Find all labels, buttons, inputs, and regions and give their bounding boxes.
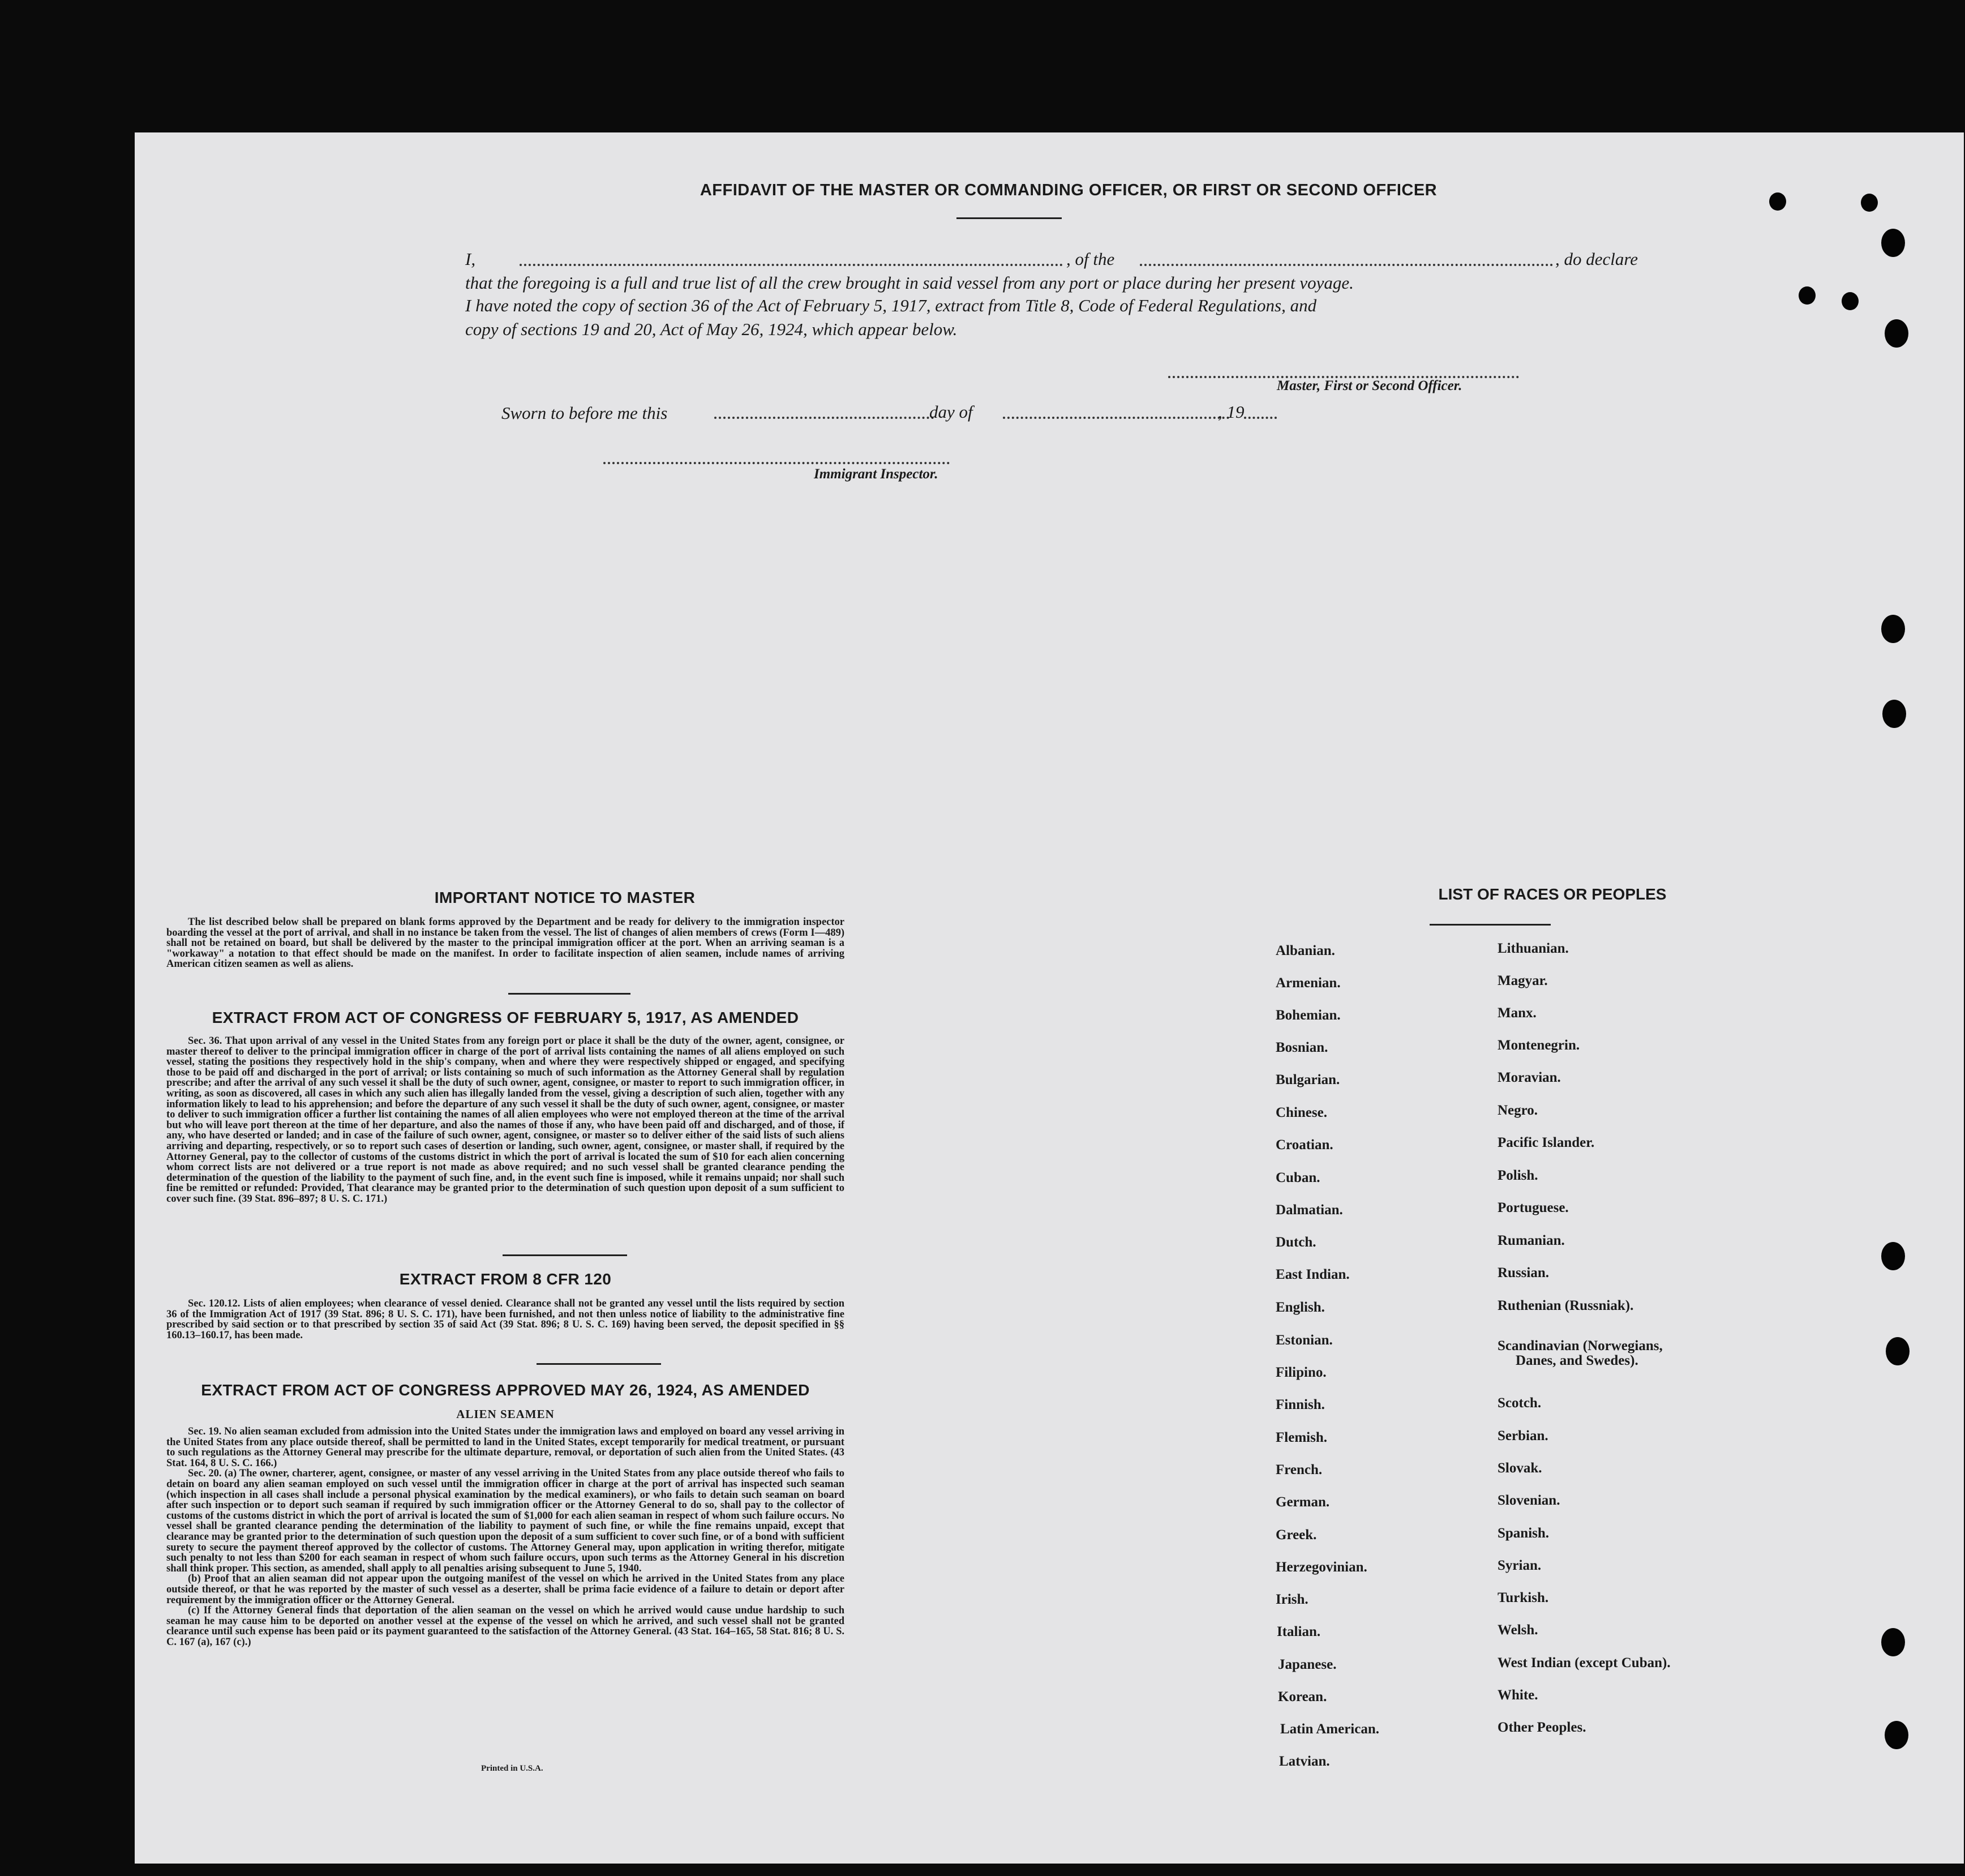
sworn-prefix: Sworn to before me this [501,403,668,423]
race-item: Negro. [1498,1103,1538,1118]
day-blank[interactable] [714,417,934,419]
races-title: LIST OF RACES OR PEOPLES [1438,885,1667,903]
form-sheet [135,132,1964,1864]
race-item: Albanian. [1276,943,1335,958]
race-item: Dutch. [1276,1235,1316,1250]
punch-hole [1881,1242,1905,1270]
race-item: Danes, and Swedes). [1516,1353,1638,1368]
race-item: Slovenian. [1498,1493,1560,1508]
race-item: Latin American. [1280,1721,1379,1737]
race-item: Italian. [1277,1624,1321,1639]
race-item: Cuban. [1276,1170,1320,1185]
race-item: Flemish. [1276,1430,1327,1445]
master-signature-label: Master, First or Second Officer. [1277,378,1462,393]
race-item: Armenian. [1276,975,1341,991]
inspector-signature-blank[interactable] [603,462,950,464]
punch-hole [1881,229,1905,257]
punch-hole [1885,1721,1908,1749]
race-item: Polish. [1498,1168,1538,1183]
race-item: Magyar. [1498,973,1548,988]
punch-hole [1861,194,1878,212]
punch-hole [1769,192,1786,211]
punch-hole [1881,1628,1905,1656]
race-item: Bohemian. [1276,1008,1341,1023]
notice-title: IMPORTANT NOTICE TO MASTER [434,889,696,906]
race-item: Korean. [1278,1689,1327,1704]
extract-cfr-divider [537,1363,661,1365]
race-item: West Indian (except Cuban). [1498,1655,1671,1671]
year-blank[interactable] [1244,417,1277,419]
race-item: Bulgarian. [1276,1072,1340,1087]
section-120-12-paragraph: Sec. 120.12. Lists of alien employees; when clearance of vessel denied. Clearance shall not be granted any vessel until the lists required by section 36 of the Immigration Act of 1917 (39 Stat. 896; 8 U. S. C. 171), have been furnished, and not then unless notice of liability to the administrative fine prescribed by said section or to that prescribed by section 35 of said Act (39 Stat. 896; 8 U. S. C. 169) having been served, the deposit specified in §§ 160.13–160.17, has been made. [166,1298,844,1341]
race-item: Welsh. [1498,1622,1538,1638]
race-item: Chinese. [1276,1105,1327,1120]
affidavit-title: AFFIDAVIT OF THE MASTER OR COMMANDING OFFICER, OR FIRST OR SECOND OFFICER [700,181,1438,199]
affidavit-line-2: that the foregoing is a full and true list of all the crew brought in said vessel from any port or place during her present voyage. [465,273,1354,293]
race-item: Ruthenian (Russniak). [1498,1298,1634,1313]
section-19-paragraph: Sec. 19. No alien seaman excluded from admission into the United States under the immigration laws and employed on board any vessel arriving in the United States from any place outside thereof, shall be permitted to land in the United States, except temporarily for medical treatment, or pursuant to such regulations as the Attorney General may prescribe for the ultimate departure, removal, or deportation of such alien from the United States. (43 Stat. 164, 8 U. S. C. 166.) [166,1426,844,1469]
punch-hole [1886,1337,1910,1365]
line1-mid: , of the [1066,249,1115,269]
race-item: White. [1498,1687,1538,1703]
extract-1917-body [166,1036,844,1205]
extract-1924-title: EXTRACT FROM ACT OF CONGRESS APPROVED MAY 26, 1924, AS AMENDED [201,1381,810,1399]
section-20c-paragraph: (c) If the Attorney General finds that deportation of the alien seaman on the vessel on which he arrived would cause undue hardship to such seaman he may cause him to be deported on another vessel at the expense of the vessel on which he arrived, and such vessel shall not be granted clearance until such expense has been paid or its payment guaranteed to the satisfaction of the Attorney General. (43 Stat. 164–165, 58 Stat. 816; 8 U. S. C. 167 (a), 167 (c).) [166,1605,844,1648]
affidavit-line-1 [465,249,1665,269]
punch-hole [1842,292,1859,310]
title-divider [956,217,1062,219]
race-item: Other Peoples. [1498,1720,1586,1735]
extract-1924-body [166,1427,844,1647]
race-item: Latvian. [1279,1754,1330,1769]
race-item: Dalmatian. [1276,1202,1343,1218]
race-item: Bosnian. [1276,1040,1328,1055]
race-item: Syrian. [1498,1558,1542,1573]
race-item: Spanish. [1498,1526,1550,1541]
section-20a-paragraph: Sec. 20. (a) The owner, charterer, agent, consignee, or master of any vessel arriving in the United States from any place outside thereof who fails to detain on board any alien seaman employed on such vessel until the immigration officer in charge at the port of arrival has inspected such seaman (which inspection in all cases shall include a personal physical examination by the medical examiners), or who fails to detain such seaman on board after such inspection or to deport such seaman if required by such immigration officer or the Attorney General to do so, shall pay to the collector of customs of the customs district in which the port of arrival is located the sum of $1,000 for each alien seaman in respect of whom such failure occurs. No vessel shall be granted clearance pending the determination of the liability to payment of such fine, or while the fine remains unpaid, except that clearance may be granted prior to the determination of such question upon the deposit of a sum sufficient to cover such fine, or of a bond with sufficient surety to secure the payment thereof approved by the collector of customs. The Attorney General may, upon application in writing therefor, mitigate such penalty to not less than $200 for each seaman in respect of whom such failure occurs, upon such terms as the Attorney General in his discretion shall think proper. This section, as amended, shall apply to all penalties arising subsequent to June 5, 1940. [166,1468,844,1574]
line1-prefix: I, [465,249,476,269]
race-item: Irish. [1276,1592,1308,1607]
line1-suffix: , do declare [1555,249,1638,269]
race-item: Estonian. [1276,1333,1333,1348]
punch-hole [1885,319,1908,348]
vessel-blank[interactable] [1140,264,1553,266]
race-item: Scotch. [1498,1395,1542,1411]
affidavit-line-4: copy of sections 19 and 20, Act of May 26, 1924, which appear below. [465,319,958,339]
section-20b-paragraph: (b) Proof that an alien seaman did not appear upon the outgoing manifest of the vessel on which he arrived in the United States from any place outside thereof, or that he was reported by the master of such vessel as a deserter, shall be prima facie evidence of a failure to detain or deport after requirement by the immigration officer or the Attorney General. [166,1573,844,1606]
sworn-year-label: , 19 [1218,402,1245,422]
notice-divider [508,993,630,995]
race-item: East Indian. [1276,1267,1350,1282]
race-item: Russian. [1498,1265,1550,1280]
race-item: Scandinavian (Norwegians, [1498,1338,1663,1354]
race-item: Slovak. [1498,1460,1542,1476]
race-item: Filipino. [1276,1365,1327,1380]
race-item: Montenegrin. [1498,1038,1580,1053]
races-divider [1430,924,1551,926]
extract-cfr-title: EXTRACT FROM 8 CFR 120 [399,1270,612,1288]
race-item: Rumanian. [1498,1233,1565,1248]
notice-paragraph: The list described below shall be prepared on blank forms approved by the Department and be ready for delivery to the immigration inspector boarding the vessel at the port of arrival, and shall in no instance be taken from the vessel. The list of changes of alien members of crews (Form I—489) shall not be retained on board, but shall be delivered by the master to the principal immigration officer at the port. When an arriving seaman is a "workaway" a notation to that effect should be made on the manifest. In order to facilitate inspection of alien seamen, include names of arriving American citizen seamen as well as aliens. [166,916,844,970]
punch-hole [1882,700,1906,728]
race-item: Croatian. [1276,1137,1333,1153]
race-item: English. [1276,1300,1325,1315]
race-item: Manx. [1498,1005,1537,1021]
race-item: Herzegovinian. [1276,1560,1367,1575]
race-item: German. [1276,1494,1330,1510]
race-item: Moravian. [1498,1070,1561,1085]
sworn-day-label: day of [929,402,973,422]
punch-hole [1881,615,1905,643]
notice-body [166,917,844,970]
printed-in-usa: Printed in U.S.A. [481,1764,543,1773]
name-blank[interactable] [520,264,1063,266]
extract-1917-divider [503,1254,627,1256]
affidavit-line-3: I have noted the copy of section 36 of the Act of February 5, 1917, extract from Title 8, Code of Federal Regulations, and [465,295,1317,315]
race-item: Portuguese. [1498,1200,1569,1215]
race-item: Serbian. [1498,1428,1548,1444]
race-item: Greek. [1276,1527,1317,1543]
alien-seamen-subtitle: ALIEN SEAMEN [456,1407,555,1421]
punch-hole [1799,286,1816,305]
extract-1917-title: EXTRACT FROM ACT OF CONGRESS OF FEBRUARY 5, 1917, AS AMENDED [212,1009,799,1026]
race-item: French. [1276,1462,1323,1477]
race-item: Finnish. [1276,1397,1325,1412]
race-item: Lithuanian. [1498,941,1569,956]
race-item: Turkish. [1498,1590,1549,1605]
month-blank[interactable] [1003,417,1229,419]
race-item: Japanese. [1278,1657,1337,1672]
extract-cfr-body [166,1299,844,1340]
race-item: Pacific Islander. [1498,1135,1595,1150]
section-36-paragraph: Sec. 36. That upon arrival of any vessel in the United States from any foreign port or place it shall be the duty of the owner, agent, consignee, or master thereof to deliver to the principal immigration officer in charge of the port of arrival lists containing the names of all aliens employed on such vessel, stating the positions they respectively hold in the ship's company, when and where they were respectively shipped or engaged, and specifying those to be paid off and discharged in the port of arrival; or lists containing so much of such information as the Attorney General shall by regulation prescribe; and after the arrival of any such vessel it shall be the duty of such owner, agent, consignee, or master to report to such immigration officer, in writing, as soon as discovered, all cases in which any such alien has illegally landed from the vessel, giving a description of such alien, together with any information likely to lead to his apprehension; and before the departure of any such vessel it shall be the duty of such owner, agent, consignee, or master to deliver to such immigration officer a further list containing the names of all alien employees who were not employed thereon at the time of the arrival but who will leave port thereon at the time of her departure, and also the names of those if any, who have been paid off and discharged, and of those, if any, who have deserted or landed; and in case of the failure of such owner, agent, consignee, or master so to deliver either of the said lists of such aliens arriving and departing, respectively, or so to report such cases of desertion or landing, such owner, agent, consignee, or master shall, if required by the Attorney General, pay to the collector of customs of the customs district in which the port of arrival is located the sum of $10 for each alien concerning whom correct lists are not delivered or a true report is not made as above required; and no such vessel shall be granted clearance pending the determination of the question of the liability to the payment of such fine, and, in the event such fine is imposed, while it remains unpaid; nor shall such fine be remitted or refunded: Provided, That clearance may be granted prior to the determination of such question upon deposit of a sum sufficient to cover such fine. (39 Stat. 896–897; 8 U. S. C. 171.) [166,1035,844,1205]
inspector-signature-label: Immigrant Inspector. [814,466,938,482]
